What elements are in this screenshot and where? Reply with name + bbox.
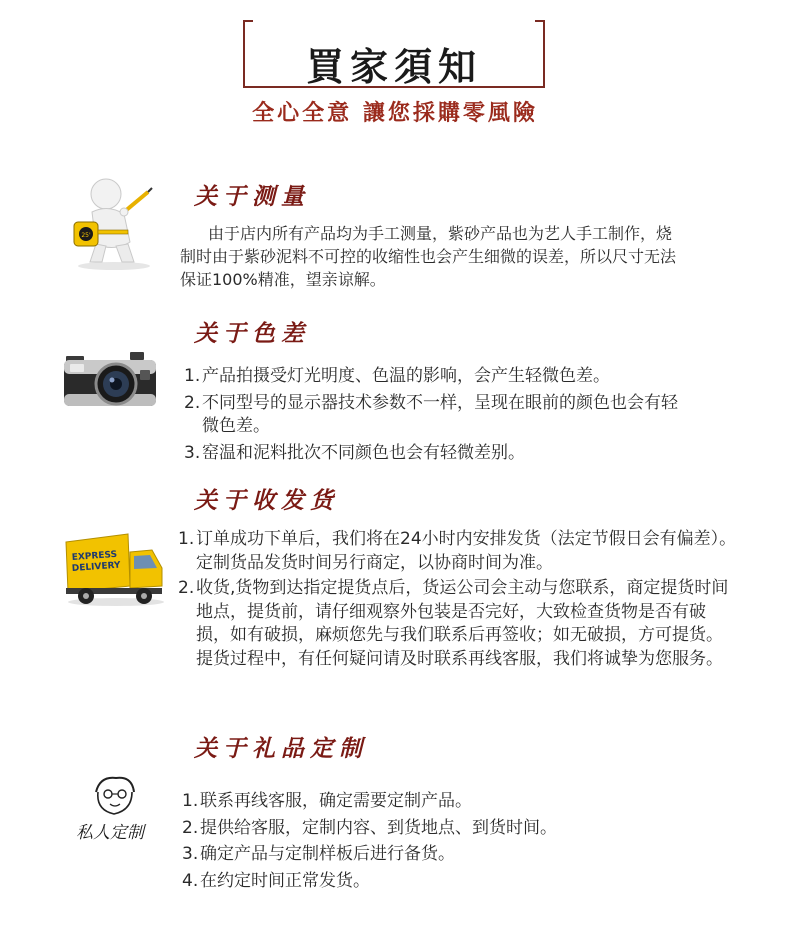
svg-text:25': 25' [81, 232, 91, 239]
page-title: 買家須知 [305, 44, 482, 89]
custom-heading: 关于礼品定制 [194, 735, 368, 762]
delivery-list [178, 528, 738, 671]
page-subtitle: 全心全意 讓您採購零風險 [252, 101, 538, 126]
list-item: 2. 不同型号的显示器技术参数不一样，呈现在眼前的颜色也会有轻微色差。 [184, 392, 678, 436]
custom-sketch-text: 私人定制 [76, 823, 144, 843]
truck-text-express: EXPRESS [71, 549, 118, 563]
custom-list [182, 790, 682, 893]
list-item: 2. 收货,货物到达指定提货点后，货运公司会主动与您联系，商定提货时间地点，提货前，请仔细观察外包装是否完好，大致检查货物是否有破损，如有破损，麻烦您先与我们联系后再签收；如无破损，方可提货。提货过程中，有任何疑问请及时联系再线客服，我们将诚挚为您服务。 [178, 578, 729, 669]
list-item: 1. 产品拍摄受灯光明度、色温的影响，会产生轻微色差。 [184, 366, 610, 386]
custom-portrait-icon [74, 772, 156, 858]
list-item: 2. 提供给客服，定制内容、到货地点、到货时间。 [182, 817, 557, 838]
list-item: 4. 在约定时间正常发货。 [182, 870, 370, 891]
list-item: 1. 订单成功下单后，我们将在24小时内安排发货（法定节假日会有偏差）。定制货品发货时间另行商定，以协商时间为准。 [178, 529, 737, 573]
color-list [184, 365, 694, 465]
measuring-figure-icon [62, 172, 162, 272]
title-frame [243, 20, 545, 88]
color-heading: 关于色差 [194, 320, 310, 347]
camera-icon [60, 340, 160, 412]
delivery-heading: 关于收发货 [194, 487, 339, 514]
list-item: 1. 联系再线客服，确定需要定制产品。 [182, 791, 472, 811]
list-item: 3. 确定产品与定制样板后进行备货。 [182, 844, 455, 864]
truck-text-delivery: DELIVERY [71, 560, 121, 574]
delivery-truck-icon [62, 528, 168, 608]
list-item: 3. 窑温和泥料批次不同颜色也会有轻微差别。 [184, 442, 525, 463]
measure-heading: 关于测量 [194, 183, 310, 210]
measure-paragraph: 由于店内所有产品均为手工测量，紫砂产品也为艺人手工制作，烧制时由于紫砂泥料不可控的收缩性也会产生细微的误差，所以尺寸无法保证100%精准，望亲谅解。 [180, 224, 677, 289]
